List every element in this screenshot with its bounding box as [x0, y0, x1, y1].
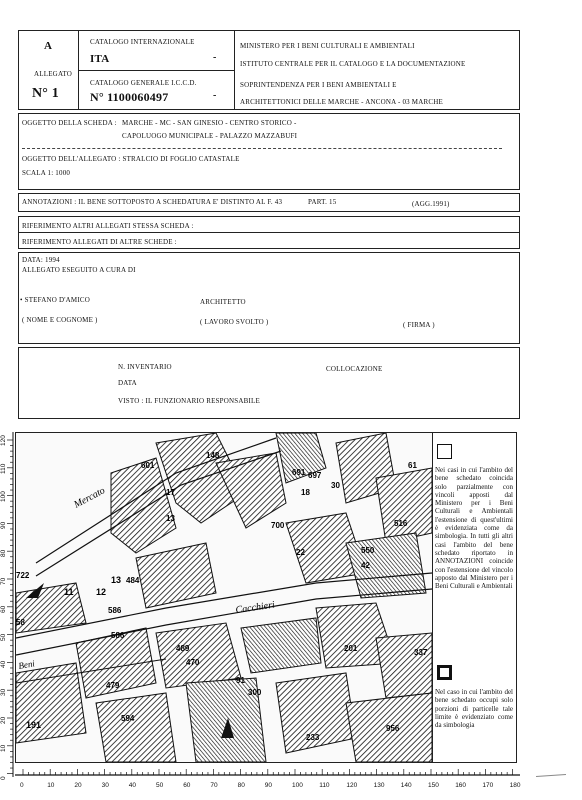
parcel-number: 58 — [16, 618, 25, 627]
ruler-y-label: 110 — [0, 463, 7, 474]
parcel-number: 42 — [361, 561, 370, 570]
nome-label: ( NOME E COGNOME ) — [22, 316, 98, 324]
parcel-number: 11 — [64, 587, 74, 597]
architettonici-text: ARCHITETTONICI DELLE MARCHE - ANCONA - 03 MARCHE — [240, 98, 443, 106]
ruler-x-label: 20 — [74, 782, 82, 789]
ruler-y-label: 0 — [0, 775, 7, 780]
parcel-number: 233 — [306, 733, 320, 742]
ruler-y-label: 70 — [0, 577, 7, 585]
parcel-number: 601 — [141, 461, 155, 470]
istituto-text: ISTITUTO CENTRALE PER IL CATALOGO E LA DOCUMENTAZIONE — [240, 60, 466, 68]
ruler-x-label: 10 — [47, 782, 55, 789]
ruler-x-label: 70 — [210, 782, 218, 789]
dash-1: - — [213, 52, 217, 63]
soprintendenza-text: SOPRINTENDENZA PER I BENI AMBIENTALI E — [240, 81, 397, 89]
parcel-number: 489 — [176, 644, 190, 653]
parcel-number: 550 — [361, 546, 375, 555]
parcel-number: 586 — [108, 606, 122, 615]
parcel-number: 17 — [166, 488, 175, 497]
inventario-data-label: DATA — [118, 379, 137, 387]
corner-mark — [536, 774, 566, 777]
oggetto-allegato: OGGETTO DELL'ALLEGATO : STRALCIO DI FOGLIO CATASTALE — [22, 155, 240, 163]
catalogo-generale-label: CATALOGO GENERALE I.C.C.D. — [90, 79, 197, 87]
street-label-beni: Beni — [17, 658, 36, 671]
annotazioni-part: PART. 15 — [308, 198, 337, 206]
inventario-label: N. INVENTARIO — [118, 363, 172, 371]
catalogo-internazionale-value: ITA — [90, 53, 110, 65]
nome-value: STEFANO D'AMICO — [24, 296, 90, 304]
ruler-x-label: 80 — [237, 782, 245, 789]
ruler-y-label: 80 — [0, 549, 7, 558]
ruler-x-label: 110 — [319, 782, 330, 789]
ruler-x-label: 150 — [428, 782, 439, 789]
parcel-number: 12 — [96, 587, 107, 597]
parcel-number: 148 — [206, 451, 220, 460]
data-text: DATA: 1994 — [22, 256, 60, 264]
riferimento-altre: RIFERIMENTO ALLEGATI DI ALTRE SCHEDE : — [22, 238, 177, 246]
street-label-mercato: Mercato — [72, 485, 108, 511]
nome-text: • STEFANO D'AMICO — [20, 296, 90, 304]
ruler-y-label: 30 — [0, 688, 7, 697]
legend-symbol-outline — [437, 444, 452, 459]
parcel-number: 13 — [111, 575, 122, 585]
ruolo-text: ARCHITETTO — [200, 298, 246, 306]
ruler-x-label: 180 — [509, 782, 521, 789]
parcel-number: 697 — [308, 471, 322, 480]
legend-symbol-bold — [437, 665, 452, 680]
eseguito-text: ALLEGATO ESEGUITO A CURA DI — [22, 266, 136, 274]
ruler-x-label: 130 — [373, 782, 385, 789]
catalogo-internazionale-label: CATALOGO INTERNAZIONALE — [90, 38, 195, 46]
lavoro-label: ( LAVORO SVOLTO ) — [200, 318, 269, 326]
parcel-number: 30 — [331, 481, 340, 490]
ruler-x-label: 140 — [400, 782, 412, 789]
legend-text-2: Nel caso in cui l'ambito del bene schedato occupi solo porzioni di particelle tale limite è evidenziato come da simbologia — [435, 688, 513, 730]
parcel-number: 300 — [248, 688, 262, 697]
annotazioni-agg: (AGG.1991) — [412, 200, 450, 208]
parcel-number: 13 — [166, 514, 175, 523]
parcel-number: 61 — [408, 461, 417, 470]
parcel-number: 22 — [296, 548, 305, 557]
parcel-number: 470 — [186, 658, 200, 667]
allegato-letter: A — [44, 40, 53, 52]
visto-label: VISTO : IL FUNZIONARIO RESPONSABILE — [118, 397, 260, 405]
allegato-number: N° 1 — [32, 86, 60, 101]
ruler-x-label: 120 — [346, 782, 358, 789]
scala-text: SCALA 1: 1000 — [22, 169, 71, 177]
ruler-x-label: 40 — [128, 782, 137, 789]
parcel-number: 516 — [394, 519, 408, 528]
parcel-number: 586 — [111, 631, 125, 640]
ruler-y-label: 10 — [0, 744, 7, 752]
parcel-number: 337 — [414, 648, 428, 657]
ruler-x-label: 30 — [101, 782, 109, 789]
parcel-number: 91 — [236, 676, 245, 685]
street-label-cacchieri: Cacchieri — [234, 599, 276, 616]
ruler-x-label: 170 — [482, 782, 494, 789]
parcel-number: 191 — [26, 720, 42, 730]
ruler-y-label: 20 — [0, 716, 7, 724]
parcel-number: 956 — [386, 724, 400, 733]
oggetto-scheda-line2: CAPOLUOGO MUNICIPALE - PALAZZO MAZZABUFI — [122, 132, 298, 140]
parcel-number: 722 — [16, 571, 30, 580]
ruler-x-label: 160 — [455, 782, 467, 789]
parcel-number: 18 — [301, 488, 310, 497]
ruler-x-label: 50 — [156, 782, 164, 789]
ruler-y-label: 40 — [0, 661, 7, 669]
ruler-x-label: 90 — [264, 782, 273, 789]
ruler-x-label: 100 — [292, 782, 303, 789]
oggetto-scheda-line1: MARCHE - MC - SAN GINESIO - CENTRO STORICO - — [122, 119, 297, 127]
ruler-y-label: 50 — [0, 633, 7, 641]
cadastral-map — [16, 433, 432, 762]
parcel-number: 691 — [292, 468, 306, 477]
parcel-number: 484 — [126, 576, 140, 585]
legend-text-1: Nei casi in cui l'ambito del bene schedato coincida solo parzialmente con vincoli apposti dal Ministero per i Beni Culturali e Ambientali l'estensione di quest'ultimi è evidenziata come da simbologia. In tutti gli altri casi l'ambito del bene schedato riportato in ANNOTAZIONI coincide con l'estensione del vincolo apposto dal Ministero per i Beni Culturali e Ambientali — [435, 466, 513, 591]
dash-2: - — [213, 90, 217, 101]
parcel-number: 594 — [121, 714, 135, 723]
ministero-text: MINISTERO PER I BENI CULTURALI E AMBIENTALI — [240, 42, 415, 50]
ruler-y-label: 90 — [0, 522, 7, 530]
riferimento-stessa: RIFERIMENTO ALTRI ALLEGATI STESSA SCHEDA : — [22, 222, 194, 230]
parcel-number: 201 — [344, 644, 358, 653]
collocazione-label: COLLOCAZIONE — [326, 365, 383, 373]
ruler-y-label: 120 — [0, 435, 7, 446]
inventario-block — [18, 347, 520, 419]
parcel-number: 700 — [271, 521, 285, 530]
ruler-x-label: 0 — [20, 782, 24, 789]
ruler-y-label: 100 — [0, 490, 7, 502]
oggetto-scheda-label: OGGETTO DELLA SCHEDA : — [22, 119, 117, 127]
catalogo-generale-value: N° 1100060497 — [90, 90, 169, 104]
ruler-x-label: 60 — [183, 782, 191, 789]
ruler-y-label: 60 — [0, 605, 7, 613]
allegato-label: ALLEGATO — [34, 70, 73, 78]
annotazioni-text: ANNOTAZIONI : IL BENE SOTTOPOSTO A SCHEDATURA E' DISTINTO AL F. 43 — [22, 198, 283, 206]
parcel-number: 479 — [106, 681, 120, 690]
firma-label: ( FIRMA ) — [403, 321, 435, 329]
